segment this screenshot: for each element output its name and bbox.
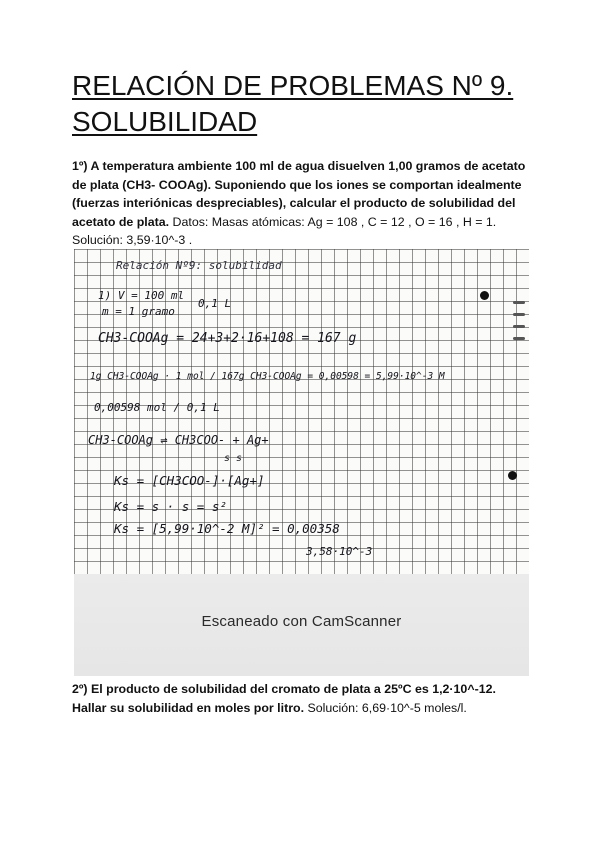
handwriting-line: Relación Nº9: solubilidad [116,259,282,272]
page-title: RELACIÓN DE PROBLEMAS Nº 9. SOLUBILIDAD [72,70,514,137]
notebook-spiral [513,313,525,316]
handwriting-line: 3,58·10^-3 [306,545,373,558]
problem-1-data-solution: Datos: Masas atómicas: Ag = 108 , C = 12 , O = 16 , H = 1. Solución: 3,59·10^-3 . [72,214,497,247]
handwriting-line: 0,00598 mol / 0,1 L [94,401,220,414]
handwriting-line: Ks = s · s = s² [114,499,227,514]
notebook-spiral [513,337,525,340]
problem-2-statement [72,680,530,717]
problem-2-solution: Solución: 6,69·10^-5 moles/l. [304,700,467,715]
notebook-spiral [513,325,525,328]
camscanner-watermark: Escaneado con CamScanner [201,613,402,630]
problem-2-question: 2º) El producto de solubilidad del cromato de plata a 25ºC es 1,2·10^-12. Hallar su solubilidad en moles por litro. [72,682,496,715]
punch-hole [480,291,489,300]
handwriting-line: Ks = [CH3COO-]·[Ag+] [114,473,265,488]
handwriting-line: 0,1 L [198,297,232,310]
handwriting-line: CH3-COOAg ⇌ CH3COO- + Ag+ [88,433,269,447]
problem-1-statement [72,157,530,250]
punch-hole [508,471,517,480]
handwriting-line: CH3-COOAg = 24+3+2·16+108 = 167 g [98,331,357,346]
scanned-handwritten-solution [74,249,529,676]
handwriting-line: m = 1 gramo [102,305,175,318]
notebook-spiral [513,301,525,304]
problem-1-question: 1º) A temperatura ambiente 100 ml de agua disuelven 1,00 gramos de acetato de plata (CH3- COOAg). Suponiendo que los iones se comportan idealmente (fuerzas interiónicas despreciables), calcular el producto de solubilidad del acetato de plata. [72,159,526,229]
handwriting-line: 1g CH3-COOAg · 1 mol / 167g CH3-COOAg = 0,00598 = 5,99·10^-3 M [90,371,445,382]
handwriting-line: Ks = [5,99·10^-2 M]² = 0,00358 [114,521,340,536]
handwriting-line: 1) V = 100 ml [98,289,185,302]
handwriting-line: s s [224,453,243,464]
